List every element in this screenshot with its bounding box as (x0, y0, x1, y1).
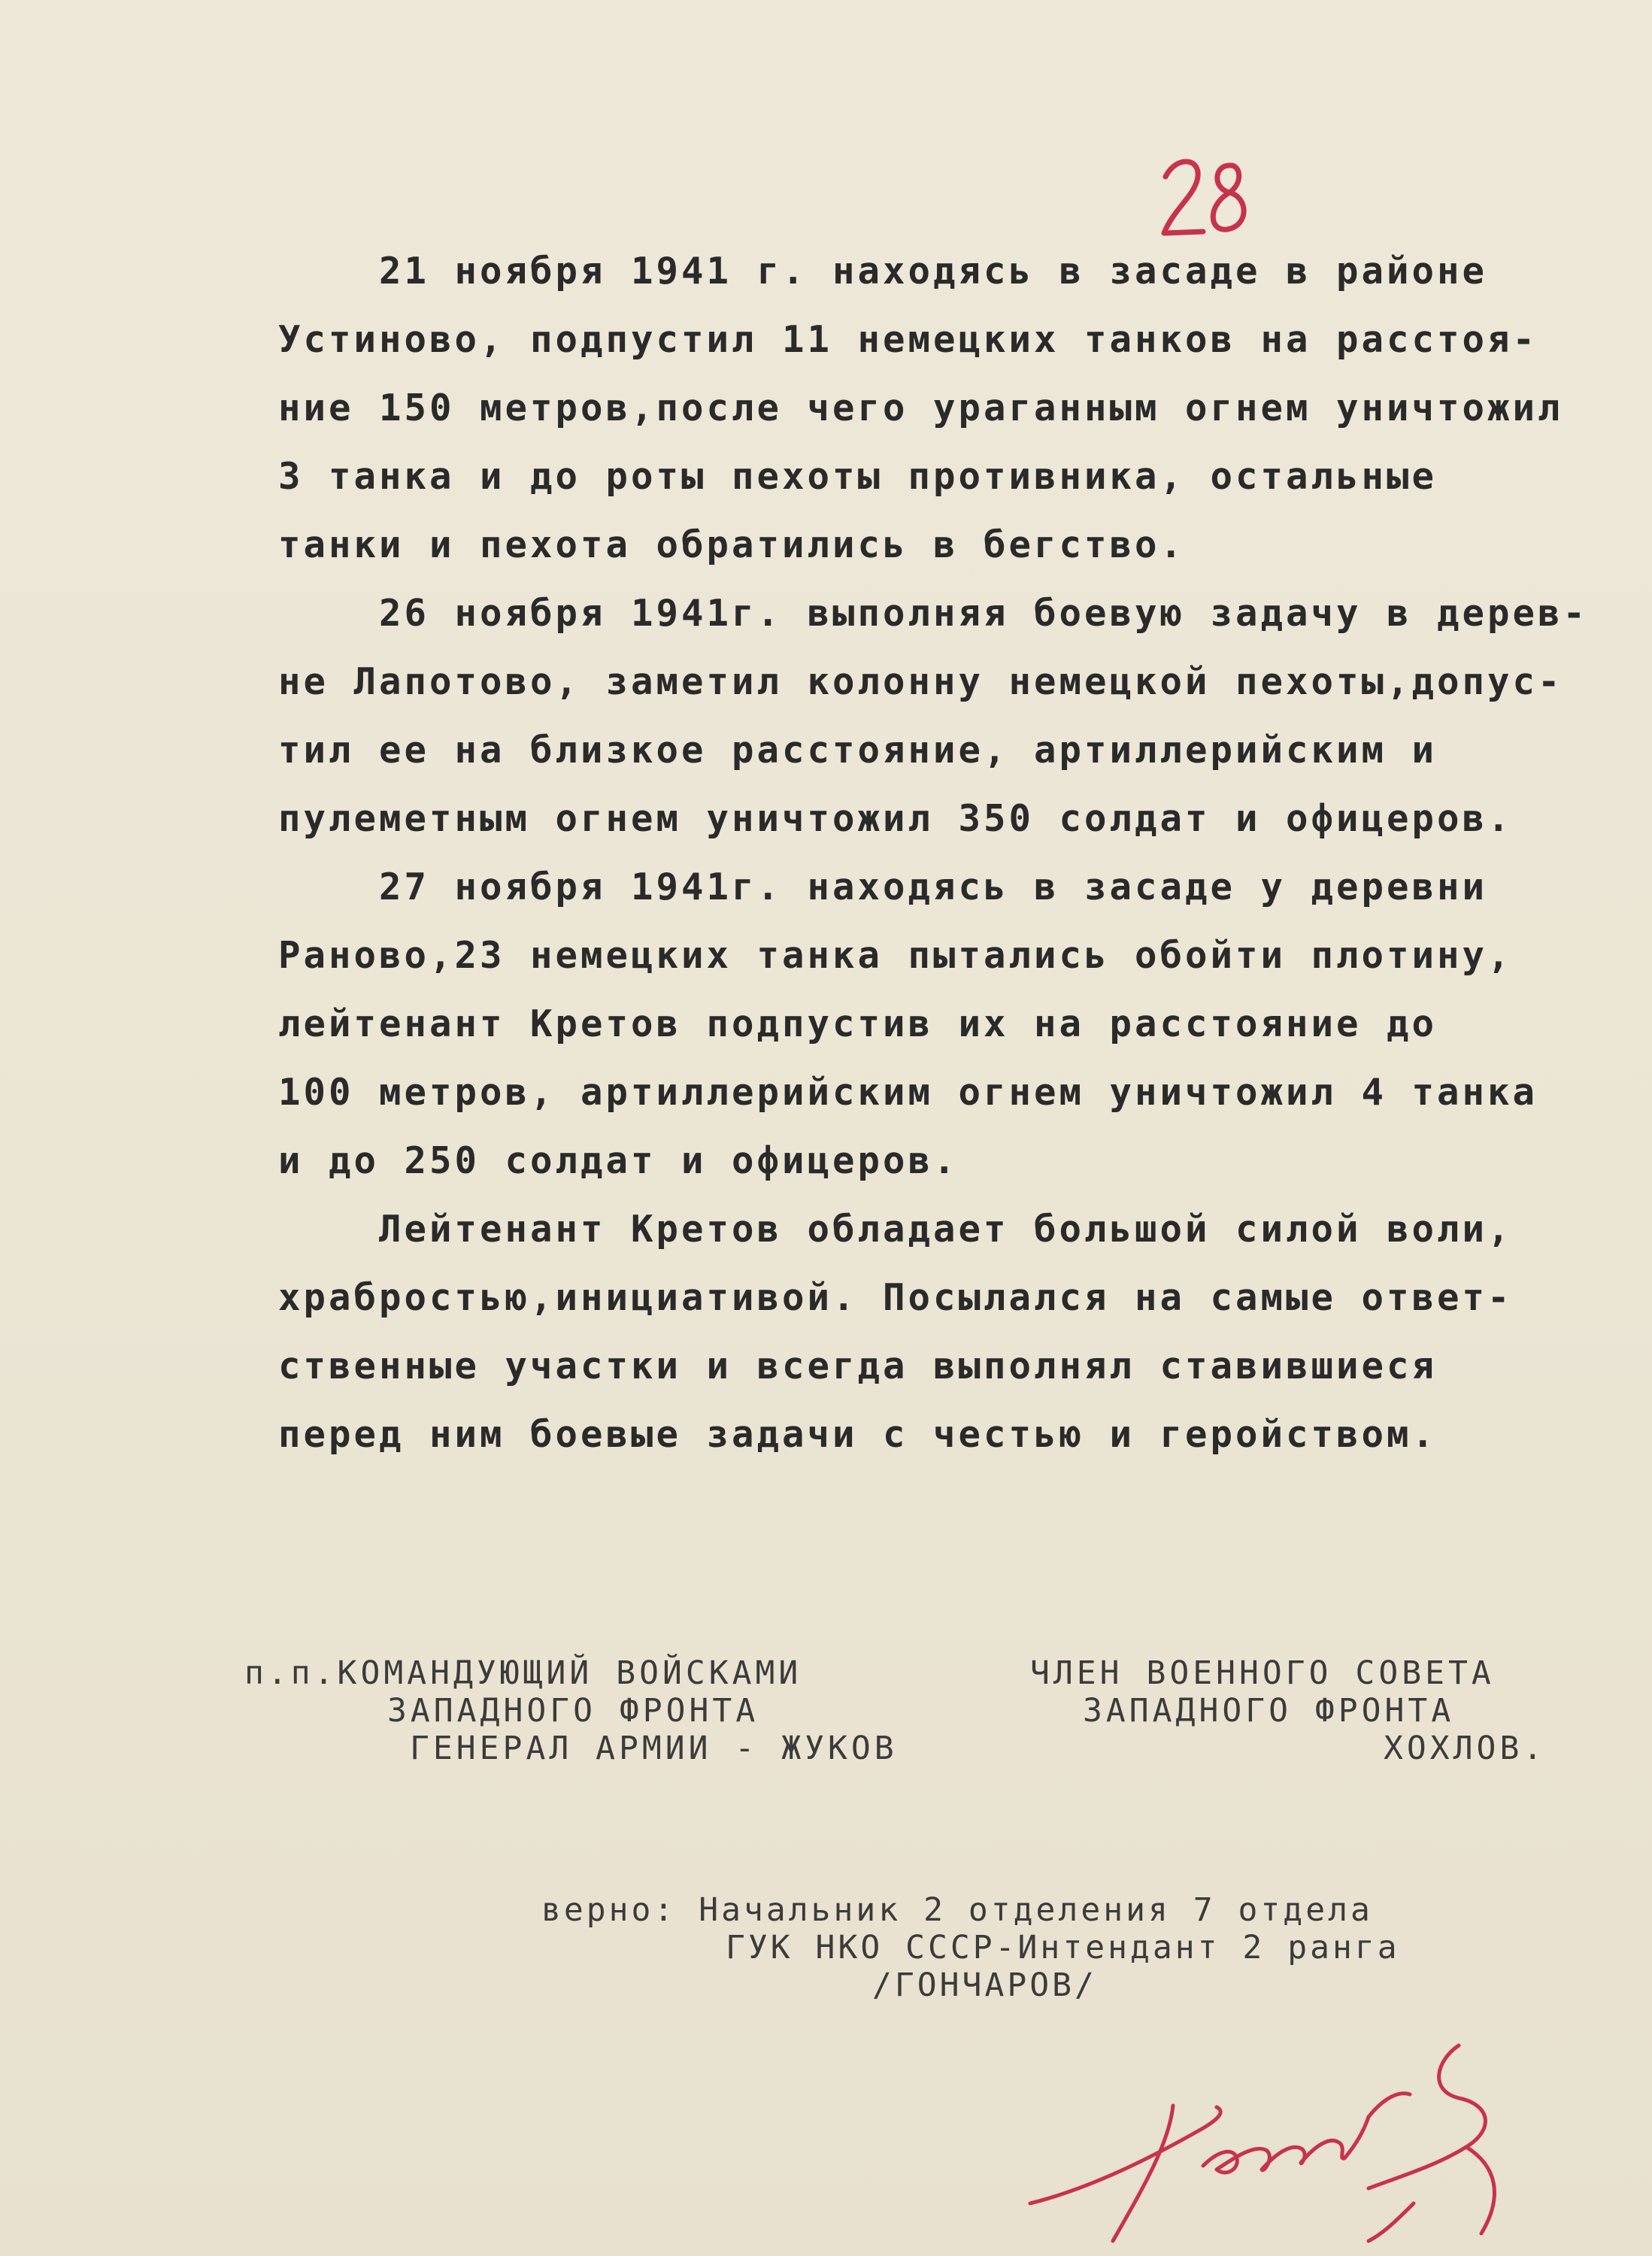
text-line: Раново,23 немецких танка пытались обойти плотину, (278, 934, 1513, 977)
certification-line: ГУК НКО СССР-Интендант 2 ранга (726, 1929, 1400, 1966)
signature-line: ЧЛЕН ВОЕННОГО СОВЕТА (1030, 1654, 1495, 1692)
military-council-signature (1030, 1654, 1546, 1767)
signature-block (0, 1654, 1652, 1790)
paragraph-nov-27 (278, 853, 1624, 1195)
signature-line: ХОХЛОВ. (1384, 1730, 1547, 1767)
handwritten-signature (978, 2015, 1549, 2256)
text-line: 21 ноября 1941 г. находясь в засаде в районе (278, 250, 1488, 293)
text-line: пулеметным огнем уничтожил 350 солдат и офицеров. (278, 797, 1513, 840)
text-line: 3 танка и до роты пехоты противника, остальные (278, 455, 1438, 498)
commander-signature (244, 1654, 898, 1767)
main-text (278, 237, 1624, 1469)
certification-line: верно: Начальник 2 отделения 7 отдела (541, 1891, 1373, 1929)
certification-block (541, 1891, 1400, 2004)
text-line: 26 ноября 1941г. выполняя боевую задачу в дерев- (278, 592, 1589, 635)
text-line: перед ним боевые задачи с честью и геройством. (278, 1413, 1438, 1456)
signature-line: ГЕНЕРАЛ АРМИИ - ЖУКОВ (410, 1730, 898, 1767)
signature-line: ЗАПАДНОГО ФРОНТА (387, 1692, 759, 1730)
text-line: танки и пехота обратились в бегство. (278, 523, 1186, 566)
certification-line: /ГОНЧАРОВ/ (872, 1966, 1097, 2004)
text-line: Лейтенант Кретов обладает большой силой воли, (278, 1208, 1513, 1251)
text-line: тил ее на близкое расстояние, артиллерийским и (278, 729, 1438, 772)
text-line: не Лапотово, заметил колонну немецкой пехоты,допус- (278, 660, 1563, 703)
paragraph-nov-26 (278, 579, 1624, 853)
paragraph-characterization (278, 1195, 1624, 1469)
text-line: храбростью,инициативой. Посылался на самые ответ- (278, 1276, 1513, 1319)
text-line: и до 250 солдат и офицеров. (278, 1139, 959, 1182)
text-line: 27 ноября 1941г. находясь в засаде у деревни (278, 866, 1488, 908)
text-line: Устиново, подпустил 11 немецких танков на расстоя- (278, 318, 1538, 361)
text-line: лейтенант Кретов подпустив их на расстояние до (278, 1002, 1438, 1045)
signature-line: п.п.КОМАНДУЮЩИЙ ВОЙСКАМИ (244, 1654, 802, 1692)
paragraph-nov-21 (278, 237, 1624, 579)
text-line: ственные участки и всегда выполнял ставившиеся (278, 1345, 1438, 1387)
text-line: ние 150 метров,после чего ураганным огнем уничтожил (278, 387, 1563, 429)
signature-line: ЗАПАДНОГО ФРОНТА (1083, 1692, 1455, 1730)
text-line: 100 метров, артиллерийским огнем уничтожил 4 танка (278, 1071, 1538, 1114)
